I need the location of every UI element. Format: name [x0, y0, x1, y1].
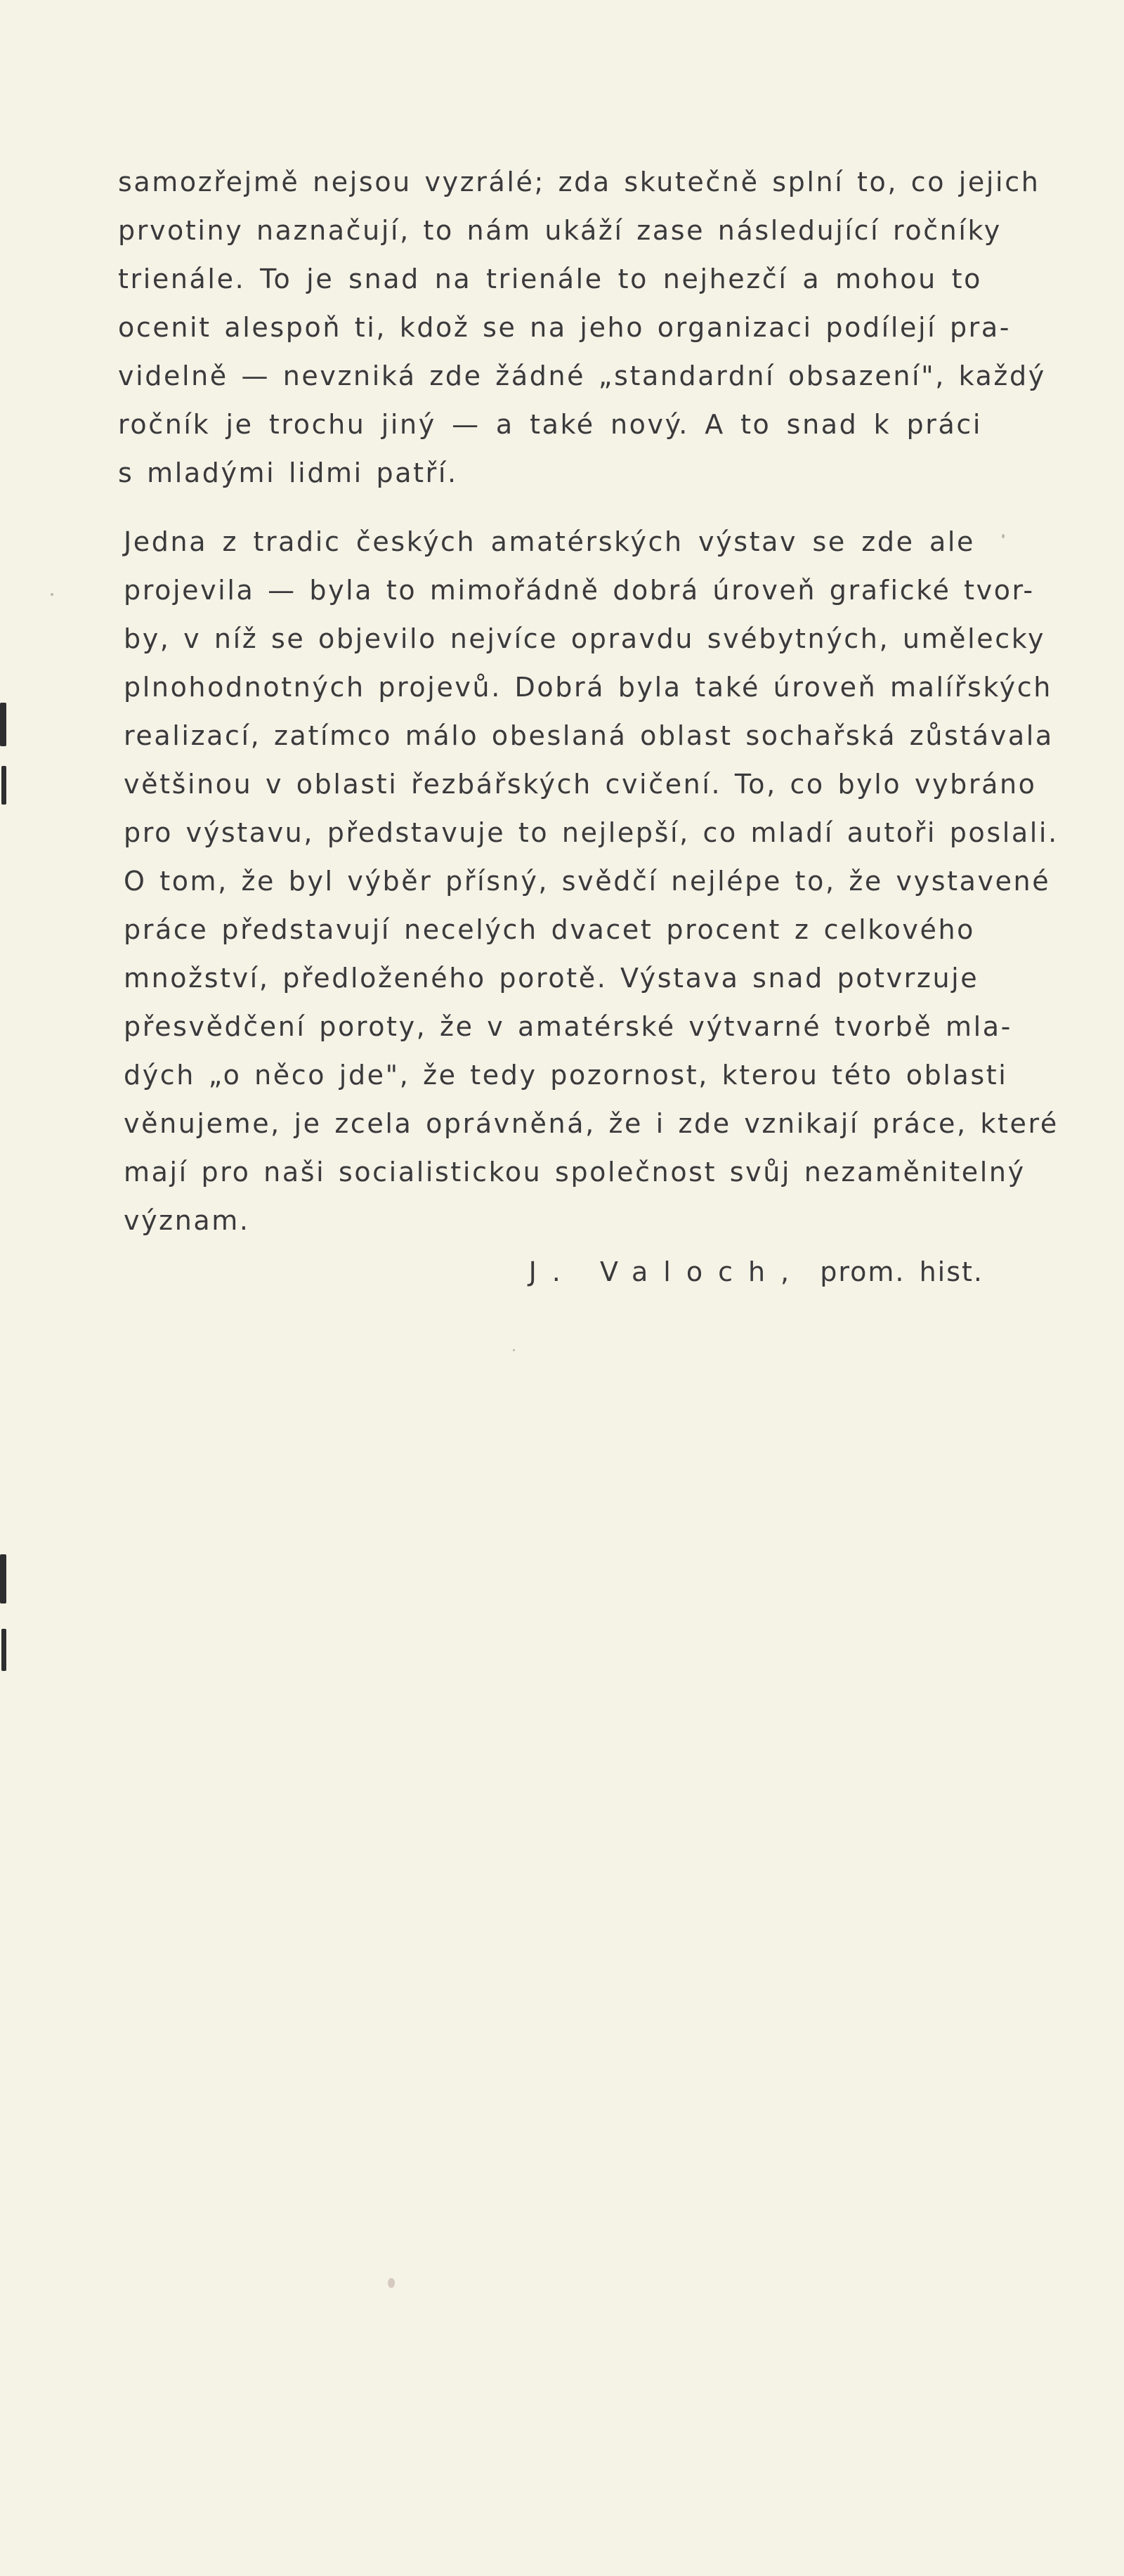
text-line: množství, předloženého porotě. Výstava snad potvrzuje — [124, 963, 979, 994]
text-line: s mladými lidmi patří. — [118, 457, 458, 488]
text-line: většinou v oblasti řezbářských cvičení. To, co bylo vybráno — [124, 769, 1037, 800]
author-title: prom. hist. — [820, 1256, 984, 1287]
author-signature — [529, 1256, 984, 1287]
paper-speck — [388, 2278, 395, 2288]
text-line: Jedna z tradic českých amatérských výstav se zde ale — [124, 526, 975, 557]
binding-mark — [1, 766, 6, 805]
text-line: plnohodnotných projevů. Dobrá byla také úroveň malířských — [124, 672, 1052, 703]
text-line: by, v níž se objevilo nejvíce opravdu svébytných, umělecky — [124, 623, 1046, 654]
binding-mark — [1, 1629, 6, 1671]
text-line: mají pro naši socialistickou společnost svůj nezaměnitelný — [124, 1157, 1026, 1188]
binding-mark — [0, 703, 6, 746]
text-line: trienále. To je snad na trienále to nejhezčí a mohou to — [118, 264, 982, 294]
text-line: pro výstavu, představuje to nejlepší, co mladí autoři poslali. — [124, 817, 1059, 848]
paper-speck — [513, 1349, 515, 1351]
text-line: věnujeme, je zcela oprávněná, že i zde vznikají práce, které — [124, 1108, 1059, 1139]
text-line: projevila — byla to mimořádně dobrá úroveň grafické tvor- — [124, 575, 1035, 606]
text-line: dých „o něco jde", že tedy pozornost, kterou této oblasti — [124, 1060, 1008, 1091]
text-line: význam. — [124, 1205, 250, 1236]
paragraph-2 — [124, 518, 1059, 1245]
paragraph-1 — [118, 158, 1046, 497]
text-line: práce představují necelých dvacet procent z celkového — [124, 914, 975, 945]
text-line: realizací, zatímco málo obeslaná oblast sochařská zůstávala — [124, 720, 1054, 751]
text-line: prvotiny naznačují, to nám ukáží zase následující ročníky — [118, 215, 1002, 246]
text-line: ocenit alespoň ti, kdož se na jeho organizaci podílejí pra- — [118, 312, 1012, 343]
text-line: přesvědčení poroty, že v amatérské výtvarné tvorbě mla- — [124, 1011, 1012, 1042]
author-name: J. Valoch, — [528, 1256, 805, 1287]
text-line: ročník je trochu jiný — a také nový. A to snad k práci — [118, 409, 982, 440]
text-line: O tom, že byl výběr přísný, svědčí nejlépe to, že vystavené — [124, 866, 1051, 897]
text-line: samozřejmě nejsou vyzrálé; zda skutečně splní to, co jejich — [118, 167, 1040, 197]
paper-speck — [51, 593, 53, 596]
paper-speck — [1002, 534, 1005, 538]
binding-mark — [0, 1554, 6, 1604]
text-line: videlně — nevzniká zde žádné „standardní obsazení", každý — [118, 360, 1046, 391]
